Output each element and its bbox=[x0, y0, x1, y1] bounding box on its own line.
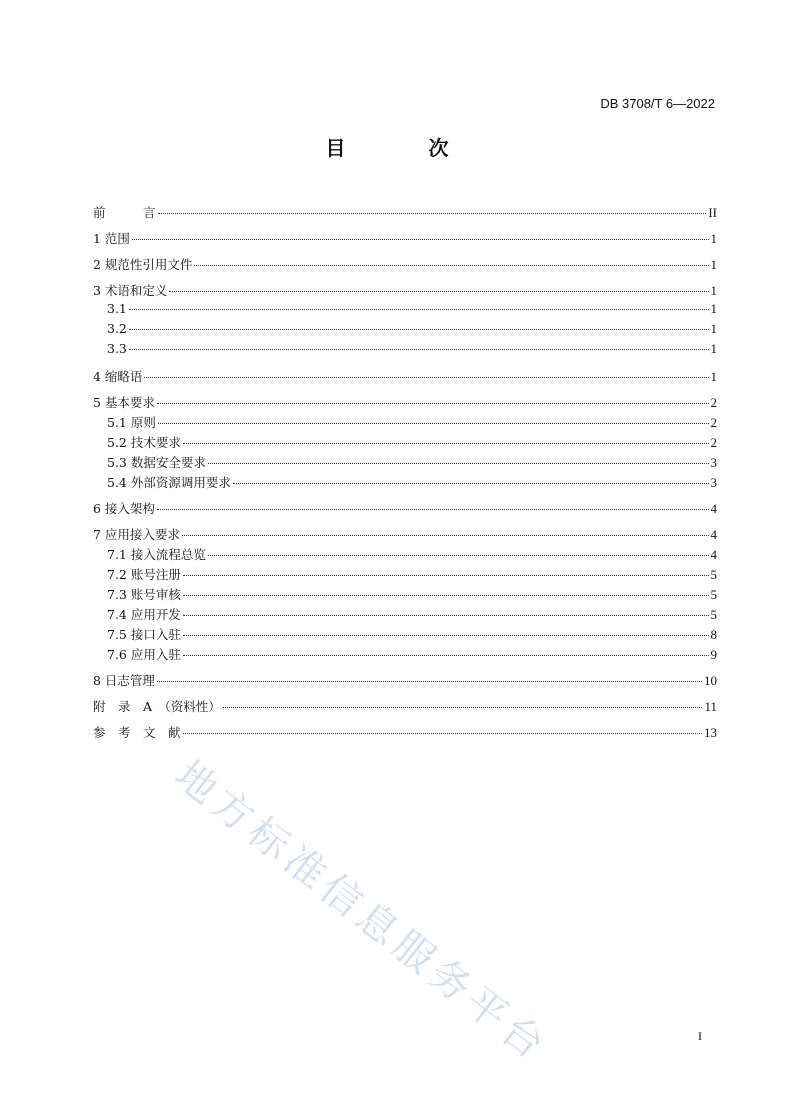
toc-entry-page: 1 bbox=[710, 301, 717, 316]
toc-entry-page: 5 bbox=[710, 607, 717, 622]
toc-entry-label: 5.1 原则 bbox=[107, 415, 156, 430]
toc-leader-dots bbox=[183, 733, 702, 734]
toc-entry-page: II bbox=[708, 205, 717, 220]
toc-entry-page: 1 bbox=[710, 341, 717, 356]
toc-leader-dots bbox=[183, 443, 709, 444]
toc-leader-dots bbox=[194, 265, 708, 266]
toc-entry[interactable] bbox=[93, 473, 717, 493]
toc-entry-label: 3.3 bbox=[107, 341, 127, 356]
toc-entry-label: 5.4 外部资源调用要求 bbox=[107, 475, 231, 490]
toc-entry[interactable] bbox=[93, 203, 717, 223]
toc-entry-page: 3 bbox=[710, 455, 717, 470]
toc-leader-dots bbox=[158, 213, 707, 214]
toc-entry-label: 3.1 bbox=[107, 301, 127, 316]
toc-entry-label: 7.3 账号审核 bbox=[107, 587, 181, 602]
toc-leader-dots bbox=[183, 595, 709, 596]
toc-leader-dots bbox=[132, 239, 709, 240]
table-of-contents bbox=[93, 203, 717, 743]
toc-leader-dots bbox=[183, 575, 709, 576]
toc-entry-page: 5 bbox=[710, 587, 717, 602]
toc-entry[interactable] bbox=[93, 301, 717, 321]
toc-entry[interactable] bbox=[93, 723, 717, 743]
toc-entry[interactable] bbox=[93, 367, 717, 387]
toc-entry[interactable] bbox=[93, 671, 717, 691]
toc-entry-page: 4 bbox=[710, 527, 717, 542]
toc-leader-dots bbox=[157, 681, 702, 682]
toc-entry-page: 4 bbox=[710, 547, 717, 562]
toc-entry-label: 3 术语和定义 bbox=[93, 283, 168, 298]
toc-leader-dots bbox=[169, 291, 708, 292]
toc-leader-dots bbox=[183, 615, 709, 616]
toc-entry-page: 9 bbox=[710, 647, 717, 662]
toc-entry[interactable] bbox=[93, 585, 717, 605]
toc-entry-page: 5 bbox=[710, 567, 717, 582]
toc-leader-dots bbox=[223, 707, 703, 708]
toc-leader-dots bbox=[129, 349, 709, 350]
page-title: 目 次 bbox=[325, 136, 487, 160]
toc-entry-page: 1 bbox=[710, 231, 717, 246]
toc-entry-label: 参 考 文 献 bbox=[93, 725, 181, 740]
toc-entry-label: 前 言 bbox=[93, 205, 156, 220]
toc-entry[interactable] bbox=[93, 341, 717, 361]
toc-entry-label: 5 基本要求 bbox=[93, 395, 155, 410]
toc-entry-page: 1 bbox=[710, 283, 717, 298]
toc-leader-dots bbox=[183, 655, 709, 656]
toc-leader-dots bbox=[183, 635, 709, 636]
toc-entry-page: 2 bbox=[710, 435, 717, 450]
toc-entry-page: 2 bbox=[710, 415, 717, 430]
toc-entry-label: 1 范围 bbox=[93, 231, 130, 246]
toc-entry-label: 7.1 接入流程总览 bbox=[107, 547, 206, 562]
toc-entry-page: 13 bbox=[704, 725, 717, 740]
page-number: I bbox=[698, 1029, 702, 1043]
toc-leader-dots bbox=[157, 403, 709, 404]
toc-leader-dots bbox=[208, 463, 709, 464]
toc-entry[interactable] bbox=[93, 393, 717, 413]
toc-entry[interactable] bbox=[93, 645, 717, 665]
toc-entry[interactable] bbox=[93, 525, 717, 545]
toc-entry-label: 附 录 A （资料性） bbox=[93, 699, 221, 714]
toc-entry-label: 2 规范性引用文件 bbox=[93, 257, 193, 272]
toc-entry-label: 3.2 bbox=[107, 321, 127, 336]
watermark: 地方标准信息服务平台 bbox=[166, 752, 557, 1072]
toc-entry-label: 7 应用接入要求 bbox=[93, 527, 180, 542]
toc-entry-label: 5.2 技术要求 bbox=[107, 435, 181, 450]
toc-leader-dots bbox=[144, 377, 708, 378]
toc-entry[interactable] bbox=[93, 413, 717, 433]
toc-leader-dots bbox=[129, 309, 709, 310]
toc-leader-dots bbox=[208, 555, 709, 556]
toc-entry-label: 7.5 接口入驻 bbox=[107, 627, 181, 642]
toc-entry-page: 11 bbox=[704, 699, 717, 714]
toc-entry-label: 7.6 应用入驻 bbox=[107, 647, 181, 662]
toc-entry[interactable] bbox=[93, 625, 717, 645]
toc-entry-page: 3 bbox=[710, 475, 717, 490]
toc-entry[interactable] bbox=[93, 545, 717, 565]
toc-entry-label: 8 日志管理 bbox=[93, 673, 155, 688]
toc-entry-page: 1 bbox=[710, 321, 717, 336]
toc-leader-dots bbox=[157, 509, 709, 510]
toc-entry[interactable] bbox=[93, 565, 717, 585]
toc-entry-page: 8 bbox=[710, 627, 717, 642]
toc-leader-dots bbox=[129, 329, 709, 330]
toc-entry-label: 7.4 应用开发 bbox=[107, 607, 181, 622]
document-code: DB 3708/T 6—2022 bbox=[600, 96, 715, 111]
toc-entry-page: 1 bbox=[710, 257, 717, 272]
toc-entry[interactable] bbox=[93, 281, 717, 301]
toc-entry[interactable] bbox=[93, 605, 717, 625]
toc-entry[interactable] bbox=[93, 499, 717, 519]
toc-leader-dots bbox=[233, 483, 709, 484]
toc-entry-label: 5.3 数据安全要求 bbox=[107, 455, 206, 470]
toc-leader-dots bbox=[182, 535, 709, 536]
toc-entry[interactable] bbox=[93, 255, 717, 275]
toc-entry[interactable] bbox=[93, 433, 717, 453]
toc-entry[interactable] bbox=[93, 453, 717, 473]
toc-entry-page: 4 bbox=[710, 501, 717, 516]
toc-entry[interactable] bbox=[93, 229, 717, 249]
toc-entry[interactable] bbox=[93, 697, 717, 717]
toc-entry-page: 1 bbox=[710, 369, 717, 384]
toc-entry[interactable] bbox=[93, 321, 717, 341]
toc-entry-page: 2 bbox=[710, 395, 717, 410]
toc-entry-label: 6 接入架构 bbox=[93, 501, 155, 516]
toc-entry-label: 4 缩略语 bbox=[93, 369, 143, 384]
toc-entry-label: 7.2 账号注册 bbox=[107, 567, 181, 582]
toc-entry-page: 10 bbox=[704, 673, 717, 688]
toc-leader-dots bbox=[158, 423, 709, 424]
